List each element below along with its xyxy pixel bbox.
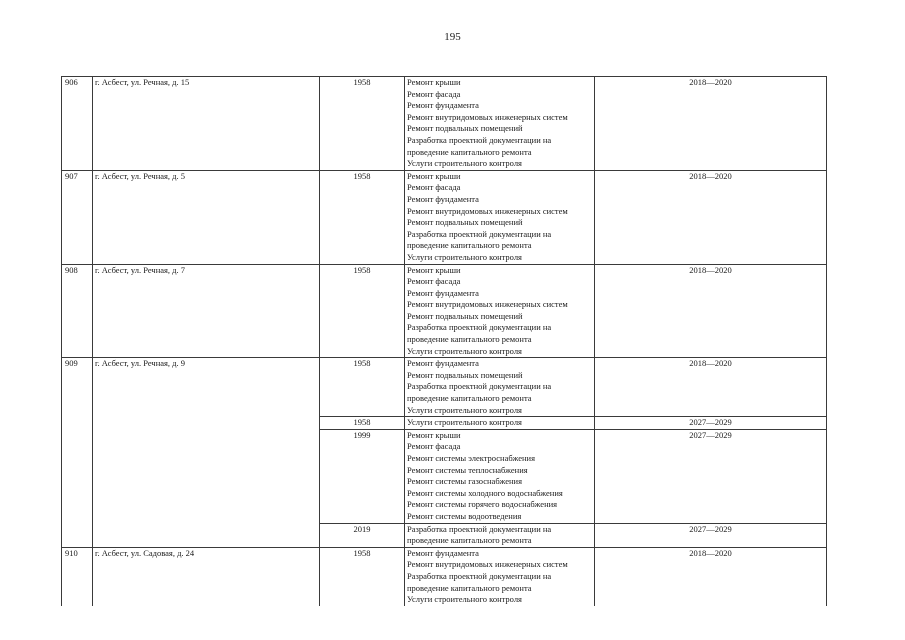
works-cell: [405, 264, 595, 358]
work-item: Услуги строительного контроля: [407, 594, 522, 605]
work-item: Ремонт системы водоотведения: [407, 510, 522, 521]
work-item: Разработка проектной документации на: [407, 523, 552, 534]
work-item: Услуги строительного контроля: [407, 345, 522, 356]
work-item: Ремонт фундамента: [407, 100, 479, 111]
work-item: Ремонт внутридомовых инженерных систем: [407, 299, 568, 310]
works-cell: [405, 523, 595, 547]
table-row: [62, 170, 827, 264]
year-cell: 1958: [320, 358, 405, 417]
address-cell: г. Асбест, ул. Речная, д. 15: [93, 77, 320, 171]
works-cell: [405, 547, 595, 605]
work-item: Ремонт крыши: [407, 170, 461, 181]
page-number: 195: [444, 31, 461, 43]
address-cell: г. Асбест, ул. Речная, д. 5: [93, 170, 320, 264]
house-number-cell: 910: [62, 547, 93, 605]
period-cell: 2018—2020: [595, 77, 827, 171]
table-row: [62, 547, 827, 605]
work-item: проведение капитального ремонта: [407, 535, 532, 546]
work-item: Ремонт системы теплоснабжения: [407, 464, 528, 475]
works-cell: [405, 429, 595, 523]
work-item: Ремонт подвальных помещений: [407, 217, 523, 228]
period-cell: 2018—2020: [595, 358, 827, 417]
period-cell: 2027—2029: [595, 429, 827, 523]
work-item: Ремонт подвальных помещений: [407, 310, 523, 321]
work-item: проведение капитального ремонта: [407, 240, 532, 251]
table-body: [62, 77, 827, 606]
work-item: Ремонт фасада: [407, 276, 461, 287]
work-item: Ремонт фасада: [407, 441, 461, 452]
works-cell: [405, 417, 595, 430]
work-item: Ремонт подвальных помещений: [407, 369, 523, 380]
work-item: проведение капитального ремонта: [407, 334, 532, 345]
work-item: Ремонт системы электроснабжения: [407, 453, 536, 463]
work-item: Ремонт внутридомовых инженерных систем: [407, 111, 568, 122]
period-cell: 2018—2020: [595, 170, 827, 264]
work-item: проведение капитального ремонта: [407, 582, 532, 593]
works-cell: [405, 358, 595, 417]
year-cell: 1958: [320, 264, 405, 358]
work-item: проведение капитального ремонта: [407, 393, 532, 404]
table-row: [62, 77, 827, 171]
address-cell: г. Асбест, ул. Речная, д. 9: [93, 358, 320, 548]
work-item: Ремонт фундамента: [407, 358, 479, 369]
work-item: Разработка проектной документации на: [407, 134, 552, 145]
work-item: Ремонт внутридомовых инженерных систем: [407, 205, 568, 216]
house-number-cell: 907: [62, 170, 93, 264]
period-cell: 2027—2029: [595, 417, 827, 430]
work-item: Ремонт фасада: [407, 182, 461, 193]
period-cell: 2027—2029: [595, 523, 827, 547]
work-item: Разработка проектной документации на: [407, 322, 552, 333]
house-number-cell: 909: [62, 358, 93, 548]
year-cell: 1958: [320, 547, 405, 605]
address-cell: г. Асбест, ул. Речная, д. 7: [93, 264, 320, 358]
house-number-cell: 906: [62, 77, 93, 171]
work-item: Разработка проектной документации на: [407, 228, 552, 239]
address-cell: г. Асбест, ул. Садовая, д. 24: [93, 547, 320, 605]
work-item: Ремонт внутридомовых инженерных систем: [407, 559, 568, 570]
works-cell: [405, 170, 595, 264]
work-item: Ремонт подвальных помещений: [407, 123, 523, 134]
work-item: проведение капитального ремонта: [407, 146, 532, 157]
period-cell: 2018—2020: [595, 264, 827, 358]
repair-schedule-table: [61, 76, 827, 606]
works-cell: [405, 77, 595, 171]
work-item: Ремонт фундамента: [407, 547, 479, 558]
work-item: Ремонт крыши: [407, 264, 461, 275]
work-item: Ремонт системы газоснабжения: [407, 476, 522, 487]
year-cell: 1958: [320, 170, 405, 264]
work-item: Ремонт крыши: [407, 77, 461, 87]
work-item: Услуги строительного контроля: [407, 251, 522, 262]
work-item: Разработка проектной документации на: [407, 570, 552, 581]
work-item: Услуги строительного контроля: [407, 404, 522, 415]
table-row: [62, 264, 827, 358]
year-cell: 1999: [320, 429, 405, 523]
year-cell: 1958: [320, 417, 405, 430]
year-cell: 2019: [320, 523, 405, 547]
work-item: Ремонт системы холодного водоснабжения: [407, 487, 563, 498]
work-item: Ремонт фундамента: [407, 287, 479, 298]
work-item: Услуги строительного контроля: [407, 158, 522, 169]
year-cell: 1958: [320, 77, 405, 171]
table-row: [62, 358, 827, 417]
house-number-cell: 908: [62, 264, 93, 358]
work-item: Услуги строительного контроля: [407, 417, 522, 428]
work-item: Разработка проектной документации на: [407, 381, 552, 392]
work-item: Ремонт крыши: [407, 429, 461, 440]
work-item: Ремонт фасада: [407, 88, 461, 99]
work-item: Ремонт системы горячего водоснабжения: [407, 499, 558, 510]
period-cell: 2018—2020: [595, 547, 827, 605]
work-item: Ремонт фундамента: [407, 193, 479, 204]
